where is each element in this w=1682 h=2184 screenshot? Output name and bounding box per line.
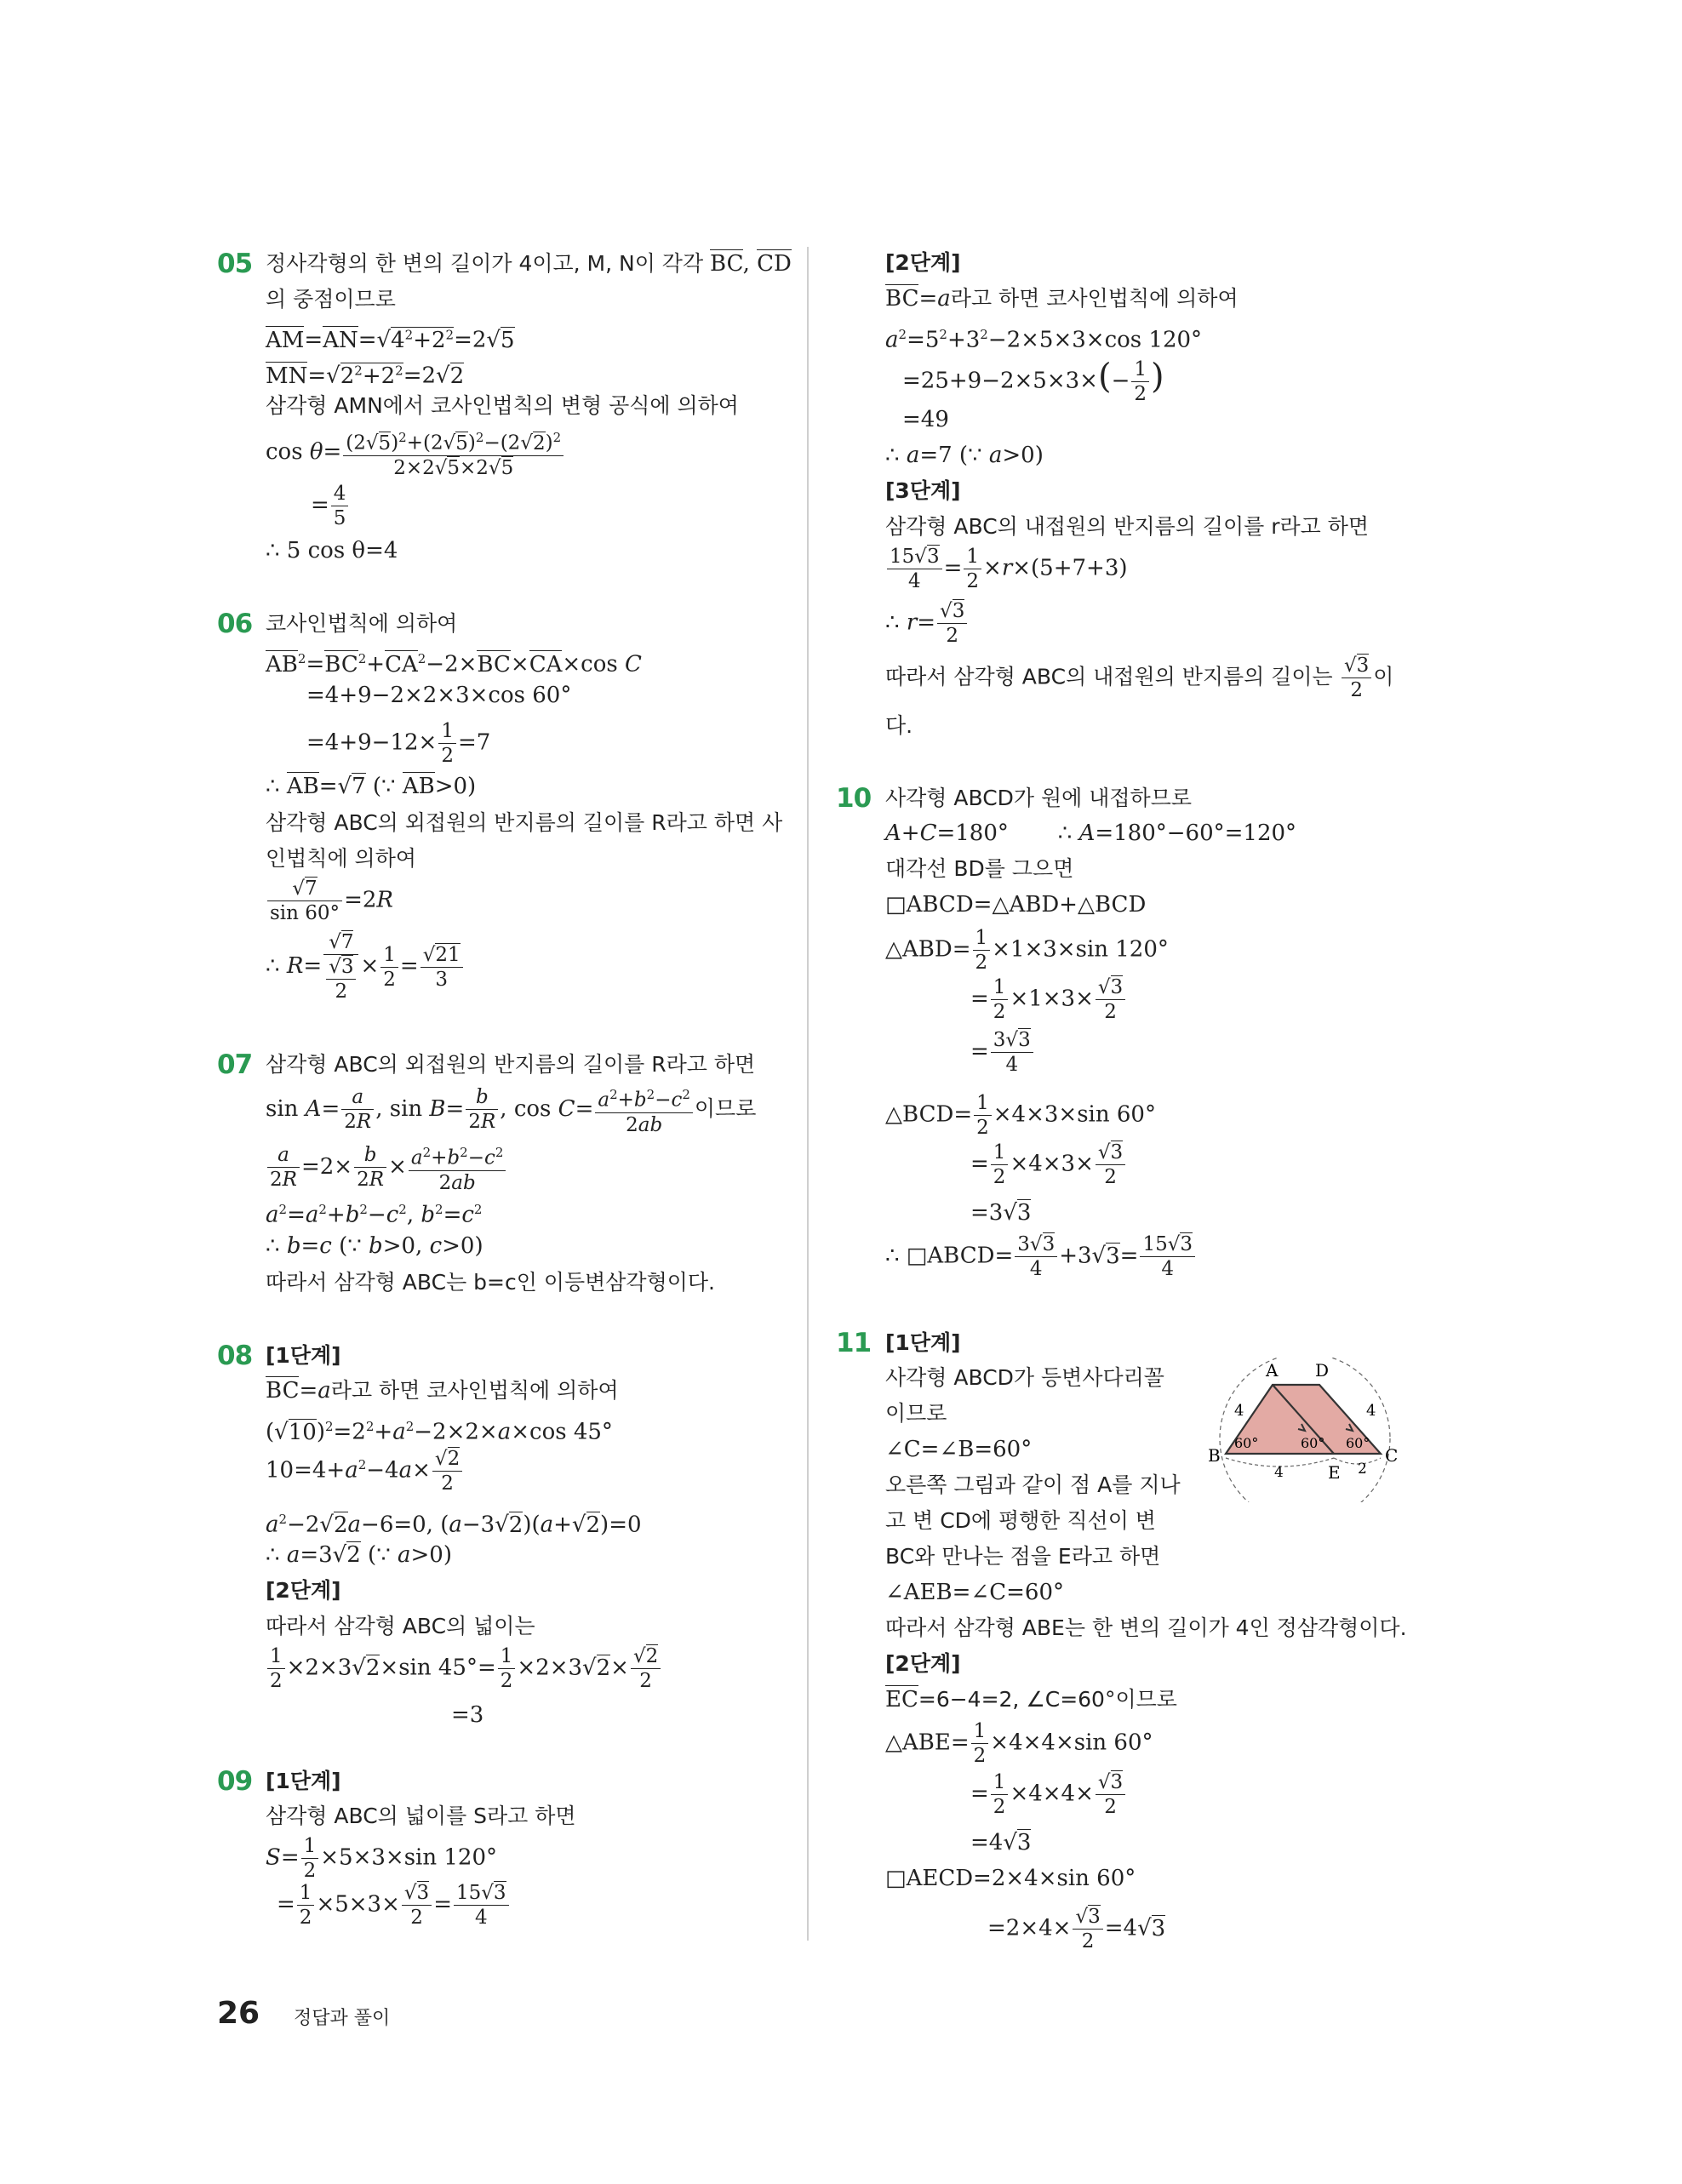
math-line: $MN=√2^2+2^2=2√2$: [266, 363, 465, 389]
math-line: △BCD= $\frac{1}{2}$ ×4×3×sin 60°: [885, 1092, 1156, 1139]
math-line: $\frac{a}{2R}$ =2× $\frac{b}{2R}$ × $\frac{a^2+b^2-c^2}{2ab}$: [266, 1141, 507, 1195]
math-line: =4+9−12× $\frac{1}{2}$ =7: [306, 720, 491, 767]
step-label: [2단계]: [885, 1651, 961, 1676]
math-line: $\frac{15√3}{4}$ = $\frac{1}{2}$ ×r×(5+7+3): [885, 545, 1128, 593]
math-line: =2×4× $\frac{√3}{2}$ =4√3: [987, 1906, 1166, 1952]
problem-number: 07: [217, 1049, 253, 1080]
step-label: [3단계]: [885, 478, 961, 503]
label-b: B: [1208, 1445, 1221, 1466]
math-line: $a^2=a^2+b^2-c^2$, $b^2=c^2$: [266, 1202, 483, 1228]
math-line: ∴ 5 cos θ=4: [266, 538, 398, 563]
math-line: A+C=180° ∴ A=180°−60°=120°: [885, 820, 1297, 846]
math-line: = $\frac{1}{2}$ ×5×3× $\frac{√3}{2}$ = $\frac{15√3}{4}$: [277, 1881, 511, 1930]
math-line: $(√10)^2=2^2+a^2-2\times 2\times a\times\cos$ 45°: [266, 1419, 613, 1445]
label-d: D: [1315, 1360, 1330, 1381]
math-line: ∴ AB=√7 (∵ AB>0): [266, 774, 477, 799]
label-c: C: [1385, 1445, 1399, 1466]
math-line: =25+9−2×5×3×(− $\frac{1}{2}$ ): [902, 357, 1164, 405]
base-length-ec: 2: [1358, 1461, 1367, 1478]
text-line: BC와 만나는 점을 E라고 하면: [885, 1544, 1161, 1569]
trapezoid-figure: [1204, 1358, 1409, 1502]
text-line: 삼각형 AMN에서 코사인법칙의 변형 공식에 의하여: [266, 393, 739, 418]
step-label: [1단계]: [266, 1769, 341, 1793]
text-line: 따라서 삼각형 ABC의 넓이는: [266, 1614, 535, 1638]
math-line: $AB^2=BC^2+CA^2-2\times BC\times CA\times\cos$ C: [266, 651, 642, 677]
text-line: 따라서 삼각형 ABE는 한 변의 길이가 4인 정삼각형이다.: [885, 1615, 1407, 1640]
text-line: 따라서 삼각형 ABC는 b=c인 이등변삼각형이다.: [266, 1270, 715, 1295]
text-line: 의 중점이므로: [266, 287, 396, 312]
problem-number: 11: [836, 1328, 872, 1358]
math-line: =4√3: [970, 1830, 1032, 1855]
label-e: E: [1328, 1462, 1341, 1483]
math-line: =3√3: [970, 1200, 1032, 1226]
step-label: [1단계]: [885, 1330, 961, 1355]
side-length-right: 4: [1366, 1402, 1376, 1420]
math-line: BC=a라고 하면 코사인법칙에 의하여: [266, 1378, 619, 1404]
text-line: 삼각형 ABC의 넓이를 S라고 하면: [266, 1804, 576, 1828]
page-number: 26: [217, 1996, 260, 2031]
angle-b: 60°: [1234, 1435, 1259, 1451]
math-line: $AM=AN=√4^2+2^2=2√5$: [266, 327, 515, 353]
text-line: 삼각형 ABC의 외접원의 반지름의 길이를 R라고 하면 사: [266, 810, 783, 835]
math-line: ∴ a=7 (∵ a>0): [885, 443, 1044, 468]
math-line: $a^2-2√2a-6=0$, (a−3√2)(a+√2)=0: [266, 1512, 642, 1538]
math-line: EC=6−4=2, ∠C=60°이므로: [885, 1687, 1177, 1712]
text-line: 정사각형의 한 변의 길이가 4이고, M, N이 각각 BC, CD: [266, 251, 792, 277]
text-line: 따라서 삼각형 ABC의 내접원의 반지름의 길이는 $\frac{√3}{2}$ 이: [885, 655, 1394, 701]
math-line: ∴ b=c (∵ b>0, c>0): [266, 1233, 483, 1259]
step-label: [2단계]: [266, 1578, 341, 1603]
math-line: □AECD=2×4×sin 60°: [885, 1866, 1136, 1891]
math-line: = $\frac{3√3}{4}$: [970, 1028, 1035, 1077]
column-divider: [807, 247, 809, 1941]
text-line: 사각형 ABCD가 등변사다리꼴: [885, 1365, 1164, 1390]
text-line: 인법칙에 의하여: [266, 846, 416, 871]
math-line: △ABE= $\frac{1}{2}$ ×4×4×sin 60°: [885, 1720, 1153, 1767]
math-line: = $\frac{1}{2}$ ×4×3× $\frac{√3}{2}$: [970, 1141, 1127, 1189]
problem-number: 08: [217, 1341, 253, 1371]
math-line: ∴ a=3√2 (∵ a>0): [266, 1542, 452, 1568]
math-line: $a^2=5^2+3^2-2\times 5\times 3\times\cos$ 120°: [885, 327, 1203, 353]
text-line: 다.: [885, 713, 913, 738]
text-line: 이므로: [885, 1401, 947, 1426]
math-line: □ABCD=△ABD+△BCD: [885, 892, 1147, 918]
math-line: = $\frac{1}{2}$ ×4×4× $\frac{√3}{2}$: [970, 1770, 1127, 1819]
math-line: $\frac{√7}{\sin 60^\circ}$ =2R: [266, 877, 393, 925]
math-line: =4+9−2×2×3×cos 60°: [306, 683, 572, 708]
text-line: 삼각형 ABC의 외접원의 반지름의 길이를 R라고 하면: [266, 1052, 756, 1077]
math-line: △ABD= $\frac{1}{2}$ ×1×3×sin 120°: [885, 927, 1169, 974]
angle-c: 60°: [1346, 1435, 1370, 1451]
math-line: $10=4+a^2-4a\times$ $\frac{√2}{2}$: [266, 1447, 464, 1495]
math-line: ∴ R= $\frac{√7}{\frac{√3}{2}}$ × $\frac{1}{2}$ = $\frac{√21}{3}$: [266, 930, 465, 1003]
side-length-left: 4: [1234, 1402, 1244, 1420]
math-line: ∴ □ABCD= $\frac{3√3}{4}$ +3√3= $\frac{15√3}{4}$: [885, 1232, 1197, 1281]
text-line: 삼각형 ABC의 내접원의 반지름의 길이를 r라고 하면: [885, 514, 1370, 539]
math-line: = $\frac{4}{5}$: [311, 482, 350, 530]
math-line: = $\frac{1}{2}$ ×1×3× $\frac{√3}{2}$: [970, 975, 1127, 1024]
step-label: [1단계]: [266, 1343, 341, 1368]
footer-label: 정답과 풀이: [294, 2008, 391, 2029]
label-a: A: [1266, 1360, 1279, 1381]
text-line: 사각형 ABCD가 원에 내접하므로: [885, 786, 1193, 810]
base-length-be: 4: [1274, 1464, 1284, 1481]
math-line: =3: [451, 1702, 484, 1728]
math-line: ∠C=∠B=60°: [885, 1437, 1033, 1462]
problem-number: 10: [836, 783, 872, 814]
step-label: [2단계]: [885, 250, 961, 275]
problem-number: 05: [217, 249, 253, 279]
text-line: 오른쪽 그림과 같이 점 A를 지나: [885, 1472, 1181, 1497]
math-line: ∠AEB=∠C=60°: [885, 1580, 1064, 1605]
problem-number: 09: [217, 1766, 253, 1797]
math-line: ∴ r= $\frac{√3}{2}$: [885, 599, 969, 648]
math-line: S= $\frac{1}{2}$ ×5×3×sin 120°: [266, 1835, 497, 1882]
math-line: =49: [902, 407, 949, 432]
angle-e: 60°: [1301, 1435, 1325, 1451]
text-line: 대각선 BD를 그으면: [885, 856, 1074, 881]
text-line: 코사인법칙에 의하여: [266, 611, 458, 636]
text-line: 고 변 CD에 평행한 직선이 변: [885, 1508, 1156, 1533]
math-line: BC=a라고 하면 코사인법칙에 의하여: [885, 286, 1239, 312]
math-line: cos θ= $\frac{(2√5)^2+(2√5)^2-(2√2)^2}{2\times 2√5\times 2√5}$: [266, 426, 565, 480]
problem-number: 06: [217, 609, 253, 639]
math-line: sin A= $\frac{a}{2R}$ , sin B= $\frac{b}{2R}$ , cos C= $\frac{a^2+b^2-c^2}{2ab}$ 이므로: [266, 1083, 756, 1137]
math-line: $\frac{1}{2}$ ×2×3√2×sin 45°= $\frac{1}{2}$ ×2×3√2× $\frac{√2}{2}$: [266, 1644, 662, 1693]
